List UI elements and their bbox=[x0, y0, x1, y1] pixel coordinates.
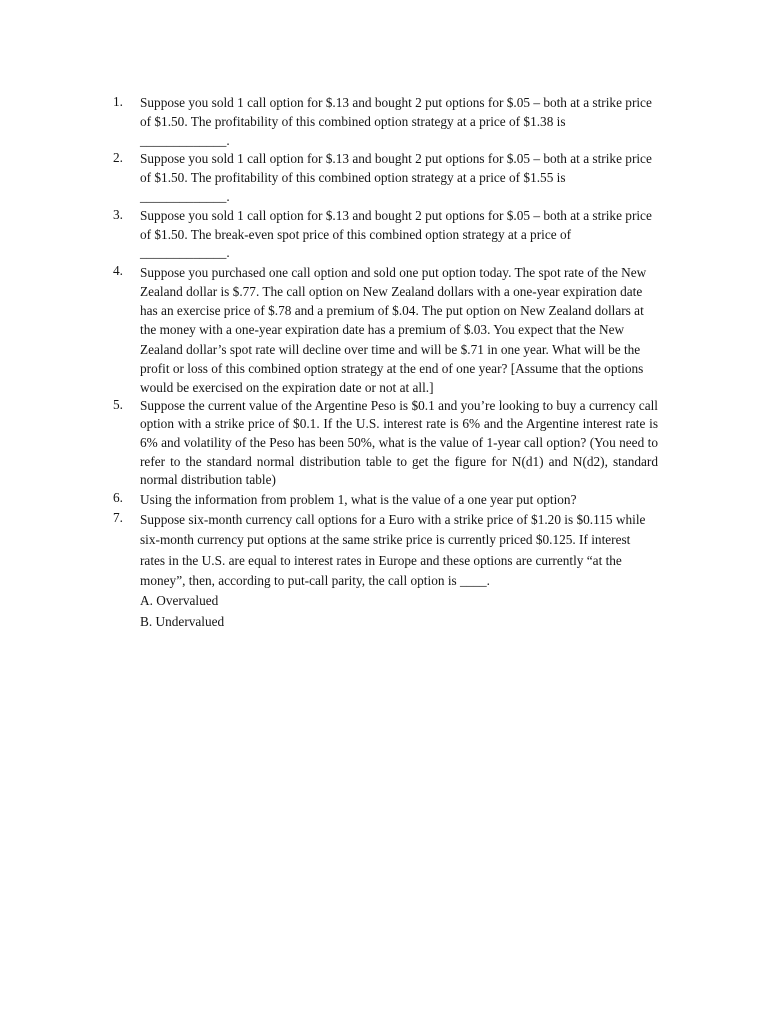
question-number: 5. bbox=[113, 396, 123, 412]
question-5 bbox=[113, 397, 658, 490]
question-number: 4. bbox=[113, 263, 123, 279]
question-text: Suppose you sold 1 call option for $.13 and bought 2 put options for $.05 – both at a strike price of $1.50. The profitability of this combined option strategy at a price of $1.55 is _____________. bbox=[140, 151, 652, 204]
question-text: Suppose you purchased one call option and sold one put option today. The spot rate of the New Zealand dollar is $.77. The call option on New Zealand dollars with a one-year expiration date has an exercise price of $.78 and a premium of $.04. The put option on New Zealand dollars at the money with a one-year expiration date has a premium of $.03. You expect that the New Zealand dollar’s spot rate will decline over time and will be $.71 in one year. What will be the profit or loss of this combined option strategy at the end of one year? [Assume that the options would be exercised on the expiration date or not at all.] bbox=[140, 265, 647, 395]
question-7 bbox=[113, 510, 658, 632]
question-number: 6. bbox=[113, 489, 123, 505]
question-number: 7. bbox=[113, 510, 123, 526]
question-3 bbox=[113, 207, 658, 263]
question-text: Suppose you sold 1 call option for $.13 and bought 2 put options for $.05 – both at a strike price of $1.50. The break-even spot price of this combined option strategy at a price of _____________. bbox=[140, 207, 652, 261]
question-number: 3. bbox=[113, 206, 123, 222]
answer-choice-b: B. Undervalued bbox=[140, 613, 225, 629]
question-number: 1. bbox=[113, 94, 123, 109]
question-list bbox=[113, 94, 658, 632]
question-text: Suppose the current value of the Argentine Peso is $0.1 and you’re looking to buy a currency call option with a strike price of $0.1. If the U.S. interest rate is 6% and the Argentine interest rate is 6% and volatility of the Peso has been 50%, what is the value of 1-year call option? (You need to refer to the standard normal distribution table to get the figure for N(d1) and N(d2), standard normal distribution table) bbox=[140, 397, 658, 488]
question-number: 2. bbox=[113, 150, 123, 166]
question-6 bbox=[113, 490, 658, 510]
question-2 bbox=[113, 150, 658, 206]
question-text: Suppose six-month currency call options for a Euro with a strike price of $1.20 is $0.115 while six-month currency put options at the same strike price is currently priced $0.125. If interest rates in the U.S. are equal to interest rates in Europe and these options are currently “at the money”, then, according to put-call parity, the call option is ____. bbox=[140, 512, 646, 588]
question-text: Using the information from problem 1, what is the value of a one year put option? bbox=[140, 491, 577, 507]
question-4 bbox=[113, 263, 658, 397]
question-text: Suppose you sold 1 call option for $.13 and bought 2 put options for $.05 – both at a strike price of $1.50. The profitability of this combined option strategy at a price of $1.38 is _____________. bbox=[140, 95, 652, 148]
answer-choice-a: A. Overvalued bbox=[140, 593, 219, 609]
question-1 bbox=[113, 94, 658, 150]
